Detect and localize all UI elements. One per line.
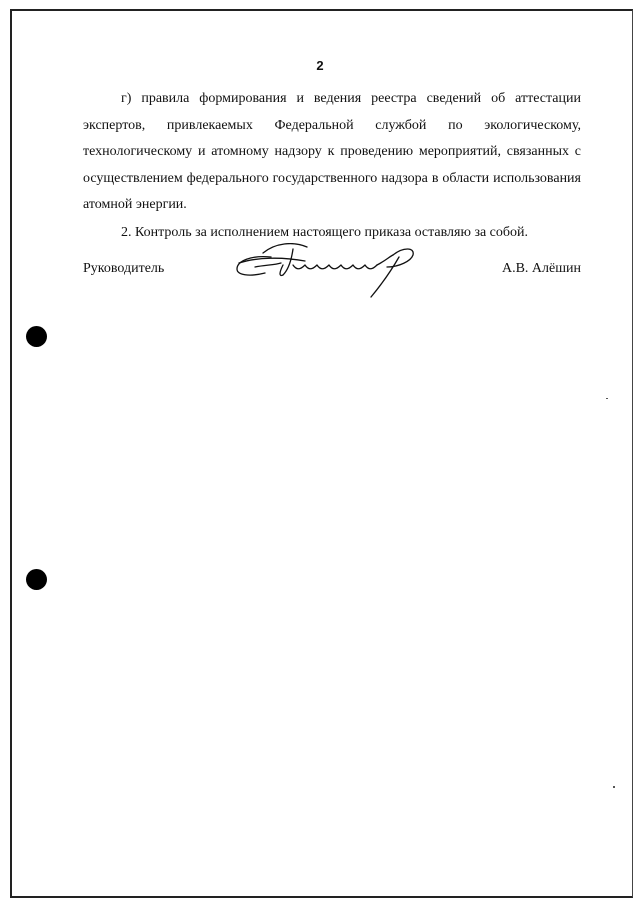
punch-hole-icon — [26, 569, 47, 590]
punch-hole-icon — [26, 326, 47, 347]
scan-speck — [613, 786, 615, 788]
scan-speck — [606, 398, 608, 399]
signature-block — [83, 257, 581, 307]
paragraph-control-clause: 2. Контроль за исполнением настоящего приказа оставляю за собой. — [121, 224, 529, 240]
handwritten-signature-icon — [231, 243, 431, 301]
paragraph-item-g: г) правила формирования и ведения реестра сведений об аттестации экспертов, привлекаемых Федеральной службой по экологическому, технологическому и атомному надзору к проведению мероприятий, связанных с осуществлением федерального государственного надзора в области использования атомной энергии. — [83, 91, 581, 212]
position-title: Руководитель — [83, 261, 165, 276]
page-number: 2 — [316, 58, 324, 73]
document-body — [83, 86, 581, 246]
signatory-name: А.В. Алёшин — [501, 261, 581, 276]
